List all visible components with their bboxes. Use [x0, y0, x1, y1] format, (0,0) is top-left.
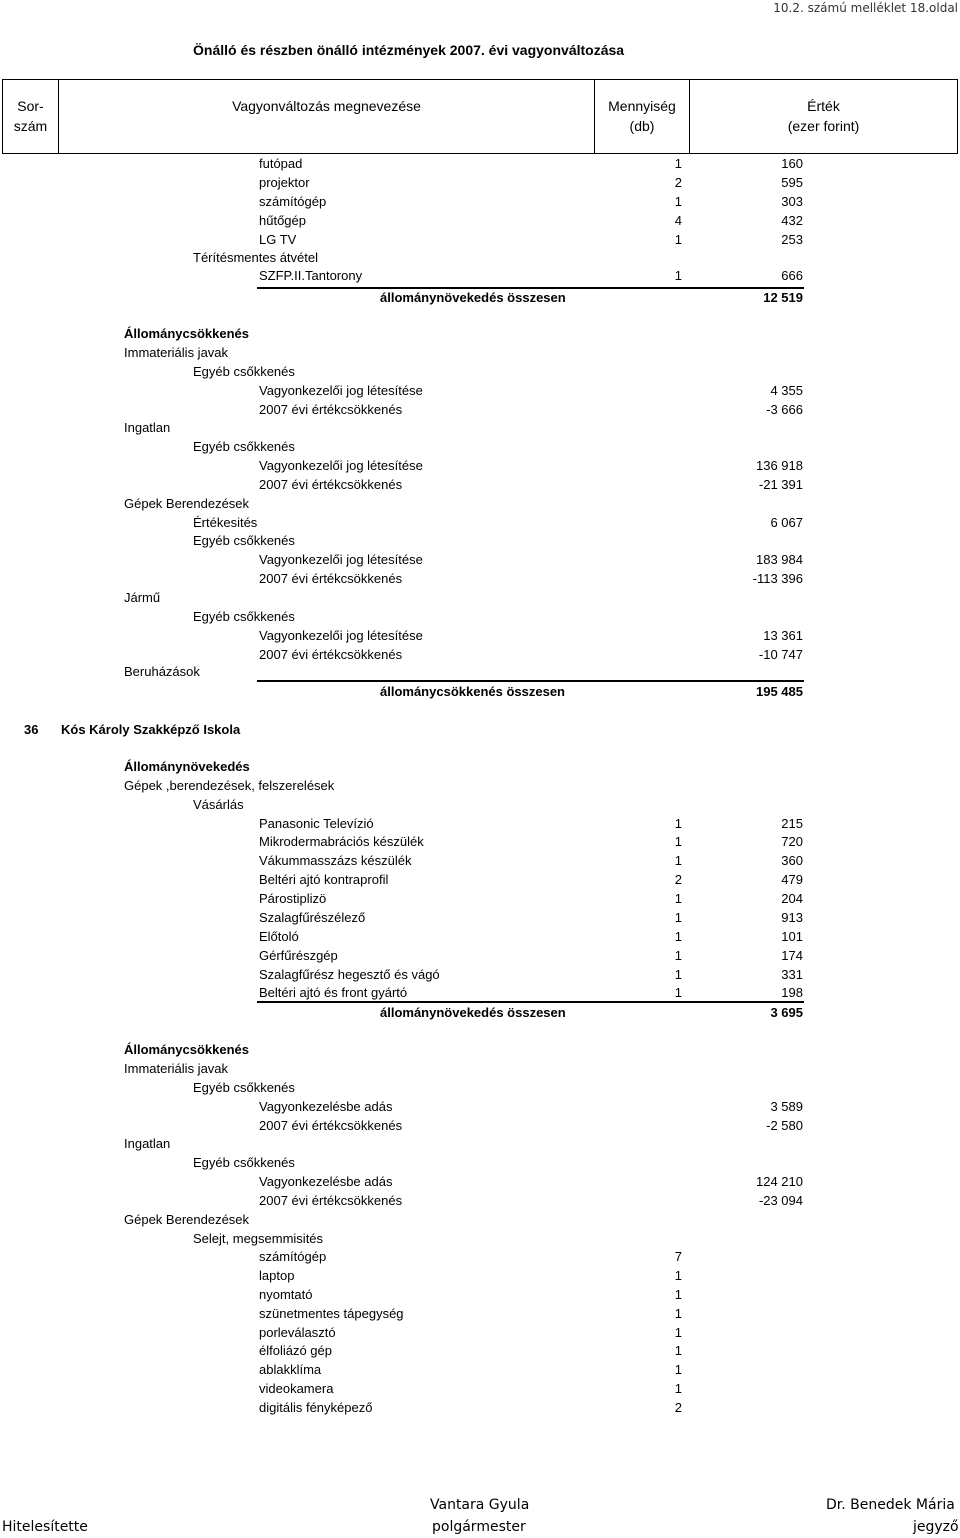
table-header	[2, 79, 958, 154]
row-quantity: 1	[674, 985, 682, 1000]
row-label: Vagyonkezelői jog létesítése	[259, 628, 423, 643]
row-label: állománynövekedés összesen	[380, 1005, 566, 1020]
row-label: Immateriális javak	[124, 1061, 229, 1076]
total-rule	[257, 1001, 804, 1003]
row-label: 36	[24, 722, 39, 737]
row-label: videokamera	[259, 1381, 334, 1396]
row-value: 13 361	[763, 628, 803, 643]
row-value: 198	[781, 985, 803, 1000]
col-mennyiseg-line2: (db)	[629, 118, 655, 134]
row-quantity: 7	[674, 1249, 682, 1264]
row-label: Mikrodermabrációs készülék	[259, 834, 424, 849]
row-label: Szalagfűrészélező	[259, 910, 366, 925]
row-quantity: 1	[674, 232, 682, 247]
row-value: 666	[781, 268, 803, 283]
row-value: -2 580	[766, 1118, 803, 1133]
row-label: Vásárlás	[193, 797, 244, 812]
row-value: -10 747	[758, 647, 803, 662]
col-sorszam	[3, 80, 58, 153]
row-label: állománynövekedés összesen	[380, 290, 566, 305]
row-label: Vagyonkezelői jog létesítése	[259, 458, 423, 473]
col-megnevezes-label: Vagyonváltozás megnevezése	[232, 98, 421, 114]
row-quantity: 1	[674, 967, 682, 982]
row-label: Ingatlan	[124, 1136, 171, 1151]
row-value: 303	[781, 194, 803, 209]
row-label: Vagyonkezelésbe adás	[259, 1174, 393, 1189]
row-label: Állománycsökkenés	[124, 326, 250, 341]
row-label: állománycsökkenés összesen	[380, 684, 565, 699]
col-sorszam-line1: Sor-	[17, 98, 44, 114]
row-label: számítógép	[259, 194, 327, 209]
row-label: nyomtató	[259, 1287, 313, 1302]
page-reference: 10.2. számú melléklet 18.oldal	[773, 1, 958, 15]
row-quantity: 1	[674, 1306, 682, 1321]
row-quantity: 1	[674, 929, 682, 944]
row-label: Panasonic Televízió	[259, 816, 374, 831]
certified-label: Hitelesítette	[2, 1519, 88, 1535]
row-quantity: 1	[674, 1343, 682, 1358]
row-label: Ingatlan	[124, 420, 171, 435]
row-quantity: 1	[674, 1268, 682, 1283]
row-label: Egyéb csőkkenés	[193, 1080, 295, 1095]
mayor-title: polgármester	[432, 1519, 526, 1535]
row-label: ablakklíma	[259, 1362, 322, 1377]
row-label: 2007 évi értékcsökkenés	[259, 477, 403, 492]
row-value: -3 666	[766, 402, 803, 417]
row-quantity: 1	[674, 853, 682, 868]
col-sorszam-line2: szám	[13, 118, 48, 134]
row-label: Beltéri ajtó és front gyártó	[259, 985, 408, 1000]
row-quantity: 1	[674, 1287, 682, 1302]
row-value: -113 396	[752, 571, 803, 586]
notary-title: jegyző	[913, 1519, 959, 1535]
col-mennyiseg	[595, 80, 689, 153]
row-quantity: 1	[674, 156, 682, 171]
row-value: 195 485	[756, 684, 803, 699]
row-label: élfoliázó gép	[259, 1343, 332, 1358]
row-quantity: 2	[674, 872, 682, 887]
row-label: Szalagfűrész hegesztő és vágó	[259, 967, 440, 982]
row-label: Párostiplizö	[259, 891, 327, 906]
row-quantity: 2	[674, 175, 682, 190]
row-quantity: 1	[674, 1381, 682, 1396]
row-value: 12 519	[763, 290, 803, 305]
col-mennyiseg-line1: Mennyiség	[608, 98, 676, 114]
row-value: 215	[781, 816, 803, 831]
row-value: 913	[781, 910, 803, 925]
row-quantity: 1	[674, 194, 682, 209]
row-quantity: 1	[674, 1362, 682, 1377]
row-label: számítógép	[259, 1249, 327, 1264]
row-label: 2007 évi értékcsökkenés	[259, 1193, 403, 1208]
row-label: Vagyonkezelésbe adás	[259, 1099, 393, 1114]
row-label: Állománycsökkenés	[124, 1042, 250, 1057]
row-label: futópad	[259, 156, 303, 171]
mayor-name: Vantara Gyula	[430, 1497, 530, 1513]
row-label: Gépek ,berendezések, felszerelések	[124, 778, 335, 793]
row-quantity: 1	[674, 948, 682, 963]
row-label: Kós Károly Szakképző Iskola	[61, 722, 241, 737]
row-label: Beruházások	[124, 664, 200, 679]
row-value: 3 589	[770, 1099, 803, 1114]
row-label: hűtőgép	[259, 213, 306, 228]
row-value: 183 984	[756, 552, 803, 567]
row-value: 360	[781, 853, 803, 868]
row-label: Vákummasszázs készülék	[259, 853, 412, 868]
total-rule	[257, 287, 804, 289]
row-quantity: 4	[674, 213, 682, 228]
row-label: szünetmentes tápegység	[259, 1306, 404, 1321]
row-label: Jármű	[124, 590, 161, 605]
row-value: 720	[781, 834, 803, 849]
row-value: -21 391	[758, 477, 803, 492]
row-label: Állománynövekedés	[124, 759, 250, 774]
row-label: Egyéb csőkkenés	[193, 364, 295, 379]
row-quantity: 1	[674, 1325, 682, 1340]
row-value: 432	[781, 213, 803, 228]
col-megnevezes	[59, 80, 594, 153]
row-quantity: 1	[674, 910, 682, 925]
row-label: porleválasztó	[259, 1325, 336, 1340]
row-label: 2007 évi értékcsökkenés	[259, 1118, 403, 1133]
row-label: 2007 évi értékcsökkenés	[259, 571, 403, 586]
row-value: 479	[781, 872, 803, 887]
row-label: Egyéb csőkkenés	[193, 1155, 295, 1170]
row-value: 101	[781, 929, 803, 944]
row-value: 3 695	[770, 1005, 803, 1020]
row-label: Egyéb csőkkenés	[193, 439, 295, 454]
row-label: Immateriális javak	[124, 345, 229, 360]
row-quantity: 1	[674, 834, 682, 849]
row-label: Beltéri ajtó kontraprofil	[259, 872, 389, 887]
row-label: Egyéb csőkkenés	[193, 609, 295, 624]
row-label: Vagyonkezelői jog létesítése	[259, 552, 423, 567]
row-value: 174	[781, 948, 803, 963]
row-quantity: 1	[674, 816, 682, 831]
col-ertek	[690, 80, 957, 153]
row-label: digitális fényképező	[259, 1400, 373, 1415]
row-value: 595	[781, 175, 803, 190]
row-label: 2007 évi értékcsökkenés	[259, 647, 403, 662]
row-value: 4 355	[770, 383, 803, 398]
row-label: laptop	[259, 1268, 295, 1283]
row-label: Gépek Berendezések	[124, 1212, 250, 1227]
row-label: Vagyonkezelői jog létesítése	[259, 383, 423, 398]
row-label: projektor	[259, 175, 310, 190]
row-label: Gérfűrészgép	[259, 948, 338, 963]
row-value: 6 067	[770, 515, 803, 530]
row-label: Selejt, megsemmisités	[193, 1231, 324, 1246]
notary-name: Dr. Benedek Mária	[826, 1497, 955, 1513]
row-label: Egyéb csőkkenés	[193, 533, 295, 548]
row-label: LG TV	[259, 232, 297, 247]
page-title: Önálló és részben önálló intézmények 2007. évi vagyonváltozása	[193, 42, 625, 58]
row-value: -23 094	[758, 1193, 803, 1208]
row-label: Gépek Berendezések	[124, 496, 250, 511]
row-label: 2007 évi értékcsökkenés	[259, 402, 403, 417]
row-value: 204	[781, 891, 803, 906]
col-ertek-line2: (ezer forint)	[787, 118, 860, 134]
row-quantity: 1	[674, 268, 682, 283]
row-value: 160	[781, 156, 803, 171]
row-value: 136 918	[756, 458, 803, 473]
row-label: Előtoló	[259, 929, 299, 944]
row-value: 331	[781, 967, 803, 982]
row-label: Értékesités	[193, 515, 258, 530]
row-label: Térítésmentes átvétel	[193, 250, 318, 265]
row-quantity: 1	[674, 891, 682, 906]
row-value: 253	[781, 232, 803, 247]
col-ertek-line1: Érték	[807, 98, 840, 114]
row-quantity: 2	[674, 1400, 682, 1415]
total-rule	[257, 680, 804, 682]
row-value: 124 210	[756, 1174, 803, 1189]
row-label: SZFP.II.Tantorony	[259, 268, 363, 283]
